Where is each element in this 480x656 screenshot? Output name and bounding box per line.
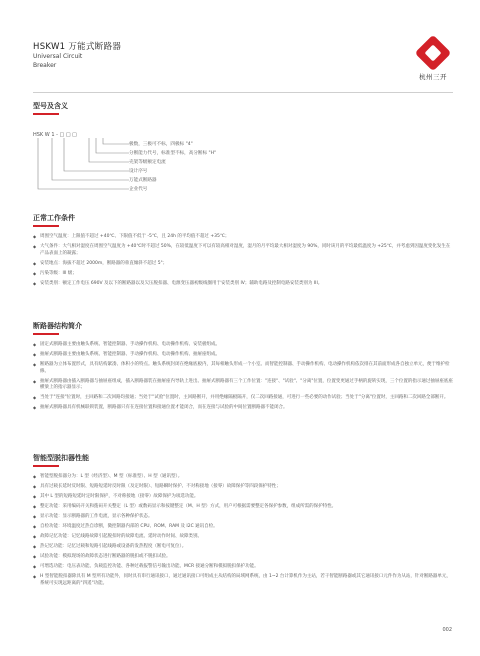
list-item: ◆ 安装地点：海拔不超过 2000m，断路器的垂直倾斜不超过 5°； [33,261,453,268]
page-title: HSKW1 万能式断路器 [33,42,122,52]
section-rule-controller [33,465,59,467]
conditions-list [33,234,453,291]
list-item: ◆ 热记忆功能：记忆过载和短路引起线路或设备的发热程度（断电可复位）。 [33,544,453,551]
section-title-structure: 断路器结构简介 [33,322,82,330]
list-item: ◆ 其中 L 型的短路短延时定时限保护，不对称接地（接零）故障保护为项选功能。 [33,494,453,501]
list-item: ◆ 大气条件：大气相对湿度在周围空气温度为 +40℃时不超过 50%，在较低温度下可以有较高相对湿度，湿月的月平均最大相对湿度为 90%，同时该月的平均最低温度为 +25℃，并考虑到因温度变化发生在产品表面上的凝露； [33,244,453,257]
list-item: ◆ 智能型脱扣器分为：L 型（经济型）、M 型（标准型）、H 型（通讯型）。 [33,474,453,481]
model-label-design-no: 设计序号 [129,169,148,174]
list-item: ◆ 污染等级：III 级； [33,271,453,278]
section-rule-structure [33,333,59,335]
model-bracket-lines [33,132,129,202]
list-item: ◆ 周围空气温度：上限值不超过 +40℃、下限值不低于 -5℃，且 24h 的平均值不超过 +35℃； [33,234,453,241]
section-rule-conditions [33,225,59,227]
section-title-model: 型号及含义 [33,102,68,110]
model-diagram [33,132,453,202]
company-logo [413,40,453,81]
english-subtitle-line-1: Universal Circuit [33,53,83,60]
list-item: ◆ H 型智能脱扣器除具有 M 型所有功能外，同时具有串行通讯接口，通过通讯接口可组成主从结构的局域网系统，由 1~2 台计算机作为主站，若干智能断路器或其它通讯接口元件作为从站，针对断路器单元，系统可实现远距离的"四遥"功能。 [33,574,453,587]
list-item: ◆ 抽屉式断路器具有机械联锁装置，断路器只有在连接位置和接通位置才能闭合，而在连接与试验的中间位置断路器不能闭合。 [33,405,453,412]
model-label-universal-breaker: 万能式断路器 [129,178,157,183]
list-item: ◆ 可增选功能：电压表功能、负载监控功能、各种过载报警信号输出功能、MCR 接通分断和模拟脱扣保护功能。 [33,564,453,571]
model-label-poles: 极数，三极可不标，四极标 "4" [129,142,193,147]
english-subtitle-line-2: Breaker [33,61,57,69]
list-item: ◆ 具有过载长延时反时限、短路短延时反时限（及定时限）、短路瞬时保护、不对称接地（接零）故障保护等四段保护特性； [33,484,453,491]
list-item: ◆ 试验功能：模拟现场的故障状态进行断路器的脱扣或不脱扣试验。 [33,554,453,561]
section-rule-model [33,113,59,115]
list-item: ◆ 整定功能：采用编码开关和拨码开关整定（L 型）或数码显示和按键整定（M、H 型）方式，用户可根据需要整定各保护参数，组成所需的保护特性。 [33,504,453,511]
list-item: ◆ 安装类别：额定工作电压 690V 及以下的断路器以及欠压脱扣器、电源变压器初级线圈用于安装类别 IV；辅助电路及控制电路安装类别为 III。 [33,281,453,288]
list-item: ◆ 显示功能：显示断路器的工作电流，显示各种保护状态。 [33,514,453,521]
controller-list [33,474,453,591]
structure-list [33,342,453,415]
page-number: 002 [442,627,452,633]
model-label-breaking-capacity: 分断能力代号，标准型不标，高分断标 "H" [129,151,217,156]
list-item: ◆ 故障记忆功能：记忆线路故障引起脱扣时的故障电流、延时动作时间、故障类别。 [33,534,453,541]
list-item: ◆ 抽屉式断路器由插入断路器与抽屉座组成，插入断路器装在抽屉座内导轨上进出。抽屉式断路器有三个工作位置："连接"、"试验"、"分离"位置，位置变更通过手柄的旋转实现，三个位置的指示通过抽屉座底座横梁上的指示器显示； [33,379,453,392]
logo-text: 杭州三开 [419,73,447,81]
list-item: ◆ 自检功能：环境温度过热自诊断，微控制器内部的 CPU、ROM、RAM 及 I2C 通讯自检。 [33,524,453,531]
list-item: ◆ 当处于"连接"位置时，主回路和二次回路均接通；当处于"试验"位置时，主回路断开，并用绝缘隔板隔开，仅二次回路接通，可进行一些必要的动作试验；当处于"分离"位置时，主回路和二次回路全部断开。 [33,395,453,402]
model-label-frame-current: 壳架等级额定电流 [129,160,166,165]
model-code: HSK W 1 - □ □ □ [33,132,77,138]
page-header [33,40,453,92]
list-item: ◆ 抽屉式断路器主要由触头系统、智能控制器、手动操作机构、电动操作机构、抽屉座组成。 [33,352,453,359]
header-divider [33,92,453,93]
logo-mark-icon [415,35,452,72]
section-title-controller: 智能型脱扣器性能 [33,454,89,462]
list-item: ◆ 断路器为立体布置形式，具有结构紧凑、体积小的特点。触头系统封闭在绝缘底板内，其每相触头形成一个小室。而智能控制器、手动操作机构、电动操作机构依次排在其前面形成各自独立单元，便于维护检修。 [33,362,453,375]
section-title-conditions: 正常工作条件 [33,214,75,222]
list-item: ◆ 固定式断路器主要由触头系统、智能控制器、手动操作机构、电动操作机构、安装板组成。 [33,342,453,349]
model-label-company-code: 企业代号 [129,187,148,192]
